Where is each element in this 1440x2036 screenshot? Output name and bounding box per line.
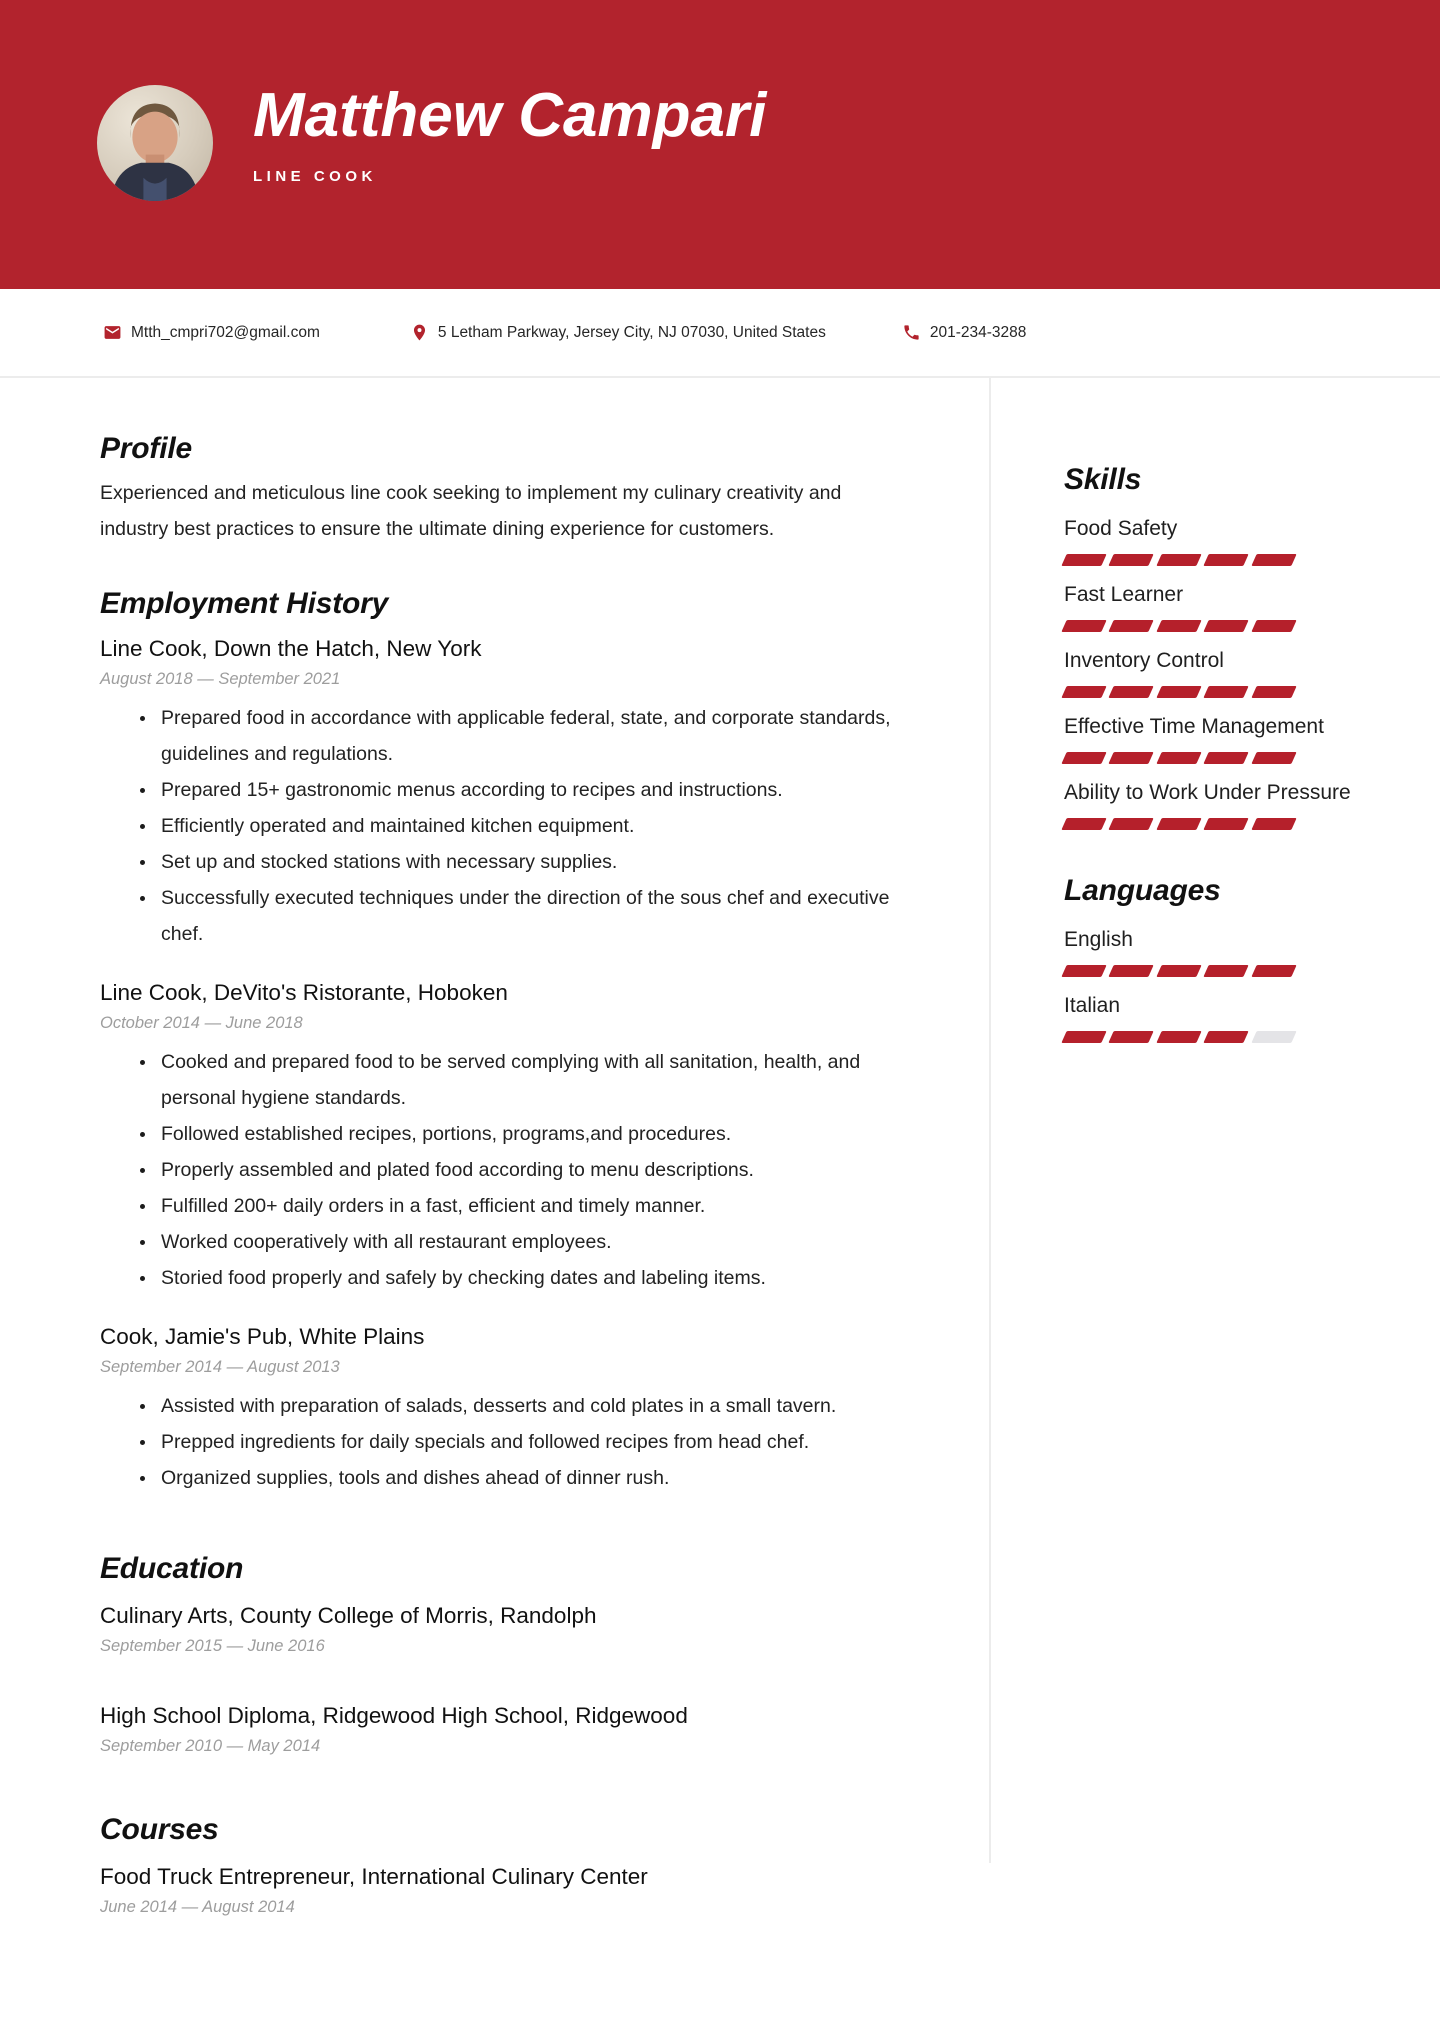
level-segment-filled xyxy=(1109,1031,1155,1043)
level-segment-filled xyxy=(1251,965,1297,977)
level-segment-filled xyxy=(1061,620,1107,632)
language-item xyxy=(1064,993,1354,1043)
skill-label: Inventory Control xyxy=(1064,649,1224,672)
level-segment-filled xyxy=(1204,752,1250,764)
skill-bar xyxy=(1064,818,1294,830)
job-bullets xyxy=(100,1388,915,1496)
level-segment-filled xyxy=(1109,752,1155,764)
level-segment-empty xyxy=(1251,1031,1297,1043)
bullet-item: • Fulfilled 200+ daily orders in a fast, efficient and timely manner. xyxy=(157,1188,915,1224)
level-segment-filled xyxy=(1061,965,1107,977)
bullet-item: • Worked cooperatively with all restaurant employees. xyxy=(157,1224,915,1260)
level-segment-filled xyxy=(1061,1031,1107,1043)
languages-heading: Languages xyxy=(1064,874,1221,907)
level-segment-filled xyxy=(1156,686,1202,698)
bullet-item: • Properly assembled and plated food according to menu descriptions. xyxy=(157,1152,915,1188)
bullet-item: • Organized supplies, tools and dishes ahead of dinner rush. xyxy=(157,1460,915,1496)
address-text: 5 Letham Parkway, Jersey City, NJ 07030, United States xyxy=(437,323,826,341)
skill-label: Fast Learner xyxy=(1064,583,1184,606)
education-entry xyxy=(100,1601,915,1657)
level-segment-filled xyxy=(1251,620,1297,632)
job-bullets xyxy=(100,700,915,952)
education-entry xyxy=(100,1701,915,1757)
course-entry xyxy=(100,1862,915,1918)
email-text: Mtth_cmpri702@gmail.com xyxy=(131,323,320,341)
skills-heading: Skills xyxy=(1064,463,1142,496)
education-title: Culinary Arts, County College of Morris, Randolph xyxy=(100,1603,597,1628)
skill-label: Food Safety xyxy=(1064,517,1178,540)
person-name: Matthew Campari xyxy=(253,81,767,150)
job-entry xyxy=(100,634,915,952)
level-segment-filled xyxy=(1156,1031,1202,1043)
skill-item xyxy=(1064,714,1354,764)
job-entry xyxy=(100,978,915,1296)
level-segment-filled xyxy=(1204,1031,1250,1043)
person-role: LINE COOK xyxy=(253,168,377,185)
skill-bar xyxy=(1064,620,1294,632)
map-pin-icon xyxy=(410,323,429,342)
language-bar xyxy=(1064,965,1294,977)
job-title: Line Cook, DeVito's Ristorante, Hoboken xyxy=(100,980,508,1005)
level-segment-filled xyxy=(1061,818,1107,830)
job-date: August 2018 — September 2021 xyxy=(100,670,341,688)
profile-text: Experienced and meticulous line cook seeking to implement my culinary creativity and industry best practices to ensure the ultimate dining experience for customers. xyxy=(100,482,842,540)
skill-item xyxy=(1064,582,1354,632)
envelope-icon xyxy=(103,323,122,342)
bullet-item: • Cooked and prepared food to be served complying with all sanitation, health, and personal hygiene standards. xyxy=(157,1044,915,1116)
employment-heading: Employment History xyxy=(100,587,389,620)
contact-address xyxy=(410,323,826,342)
course-date: June 2014 — August 2014 xyxy=(100,1898,295,1916)
level-segment-filled xyxy=(1061,752,1107,764)
level-segment-filled xyxy=(1204,620,1250,632)
profile-heading: Profile xyxy=(100,432,192,465)
level-segment-filled xyxy=(1204,686,1250,698)
level-segment-filled xyxy=(1109,554,1155,566)
education-date: September 2015 — June 2016 xyxy=(100,1637,325,1655)
contact-bar xyxy=(0,289,1440,378)
bullet-item: • Prepped ingredients for daily specials and followed recipes from head chef. xyxy=(157,1424,915,1460)
skill-bar xyxy=(1064,686,1294,698)
level-segment-filled xyxy=(1109,818,1155,830)
job-date: September 2014 — August 2013 xyxy=(100,1358,340,1376)
language-item xyxy=(1064,927,1354,977)
skill-item xyxy=(1064,516,1354,566)
education-heading: Education xyxy=(100,1552,244,1585)
job-title: Cook, Jamie's Pub, White Plains xyxy=(100,1324,425,1349)
contact-email[interactable] xyxy=(103,323,320,342)
education-date: September 2010 — May 2014 xyxy=(100,1737,321,1755)
job-date: October 2014 — June 2018 xyxy=(100,1014,303,1032)
level-segment-filled xyxy=(1156,818,1202,830)
level-segment-filled xyxy=(1109,686,1155,698)
courses-heading: Courses xyxy=(100,1813,219,1846)
level-segment-filled xyxy=(1061,686,1107,698)
bullet-item: • Storied food properly and safely by checking dates and labeling items. xyxy=(157,1260,915,1296)
skill-item xyxy=(1064,780,1354,830)
language-bar xyxy=(1064,1031,1294,1043)
level-segment-filled xyxy=(1156,620,1202,632)
level-segment-filled xyxy=(1156,752,1202,764)
contact-phone xyxy=(902,323,1027,342)
level-segment-filled xyxy=(1251,554,1297,566)
bullet-item: • Prepared food in accordance with applicable federal, state, and corporate standards, guidelines and regulations. xyxy=(157,700,915,772)
skill-item xyxy=(1064,648,1354,698)
education-title: High School Diploma, Ridgewood High School, Ridgewood xyxy=(100,1703,688,1728)
phone-handset-icon xyxy=(902,323,921,342)
level-segment-filled xyxy=(1251,818,1297,830)
phone-text: 201-234-3288 xyxy=(929,323,1027,341)
level-segment-filled xyxy=(1204,818,1250,830)
level-segment-filled xyxy=(1204,554,1250,566)
skill-label: Effective Time Management xyxy=(1064,715,1324,738)
language-label: English xyxy=(1064,928,1133,951)
job-bullets xyxy=(100,1044,915,1296)
header-banner xyxy=(0,0,1440,289)
level-segment-filled xyxy=(1251,752,1297,764)
level-segment-filled xyxy=(1156,965,1202,977)
job-entry xyxy=(100,1322,915,1496)
job-title: Line Cook, Down the Hatch, New York xyxy=(100,636,482,661)
sidebar-column xyxy=(1064,463,1354,1059)
level-segment-filled xyxy=(1204,965,1250,977)
level-segment-filled xyxy=(1109,965,1155,977)
level-segment-filled xyxy=(1061,554,1107,566)
skill-bar xyxy=(1064,752,1294,764)
bullet-item: • Efficiently operated and maintained kitchen equipment. xyxy=(157,808,915,844)
bullet-item: • Prepared 15+ gastronomic menus according to recipes and instructions. xyxy=(157,772,915,808)
content-area xyxy=(0,378,1440,1918)
avatar xyxy=(97,85,213,201)
bullet-item: • Set up and stocked stations with necessary supplies. xyxy=(157,844,915,880)
bullet-item: • Successfully executed techniques under the direction of the sous chef and executive chef. xyxy=(157,880,915,952)
bullet-item: • Assisted with preparation of salads, desserts and cold plates in a small tavern. xyxy=(157,1388,915,1424)
skill-bar xyxy=(1064,554,1294,566)
language-label: Italian xyxy=(1064,994,1121,1017)
skill-label: Ability to Work Under Pressure xyxy=(1064,781,1351,804)
vertical-divider xyxy=(989,378,991,1863)
portrait-photo xyxy=(97,85,213,201)
level-segment-filled xyxy=(1109,620,1155,632)
course-title: Food Truck Entrepreneur, International Culinary Center xyxy=(100,1864,648,1889)
bullet-item: • Followed established recipes, portions, programs,and procedures. xyxy=(157,1116,915,1152)
level-segment-filled xyxy=(1251,686,1297,698)
level-segment-filled xyxy=(1156,554,1202,566)
main-column xyxy=(100,378,915,1918)
